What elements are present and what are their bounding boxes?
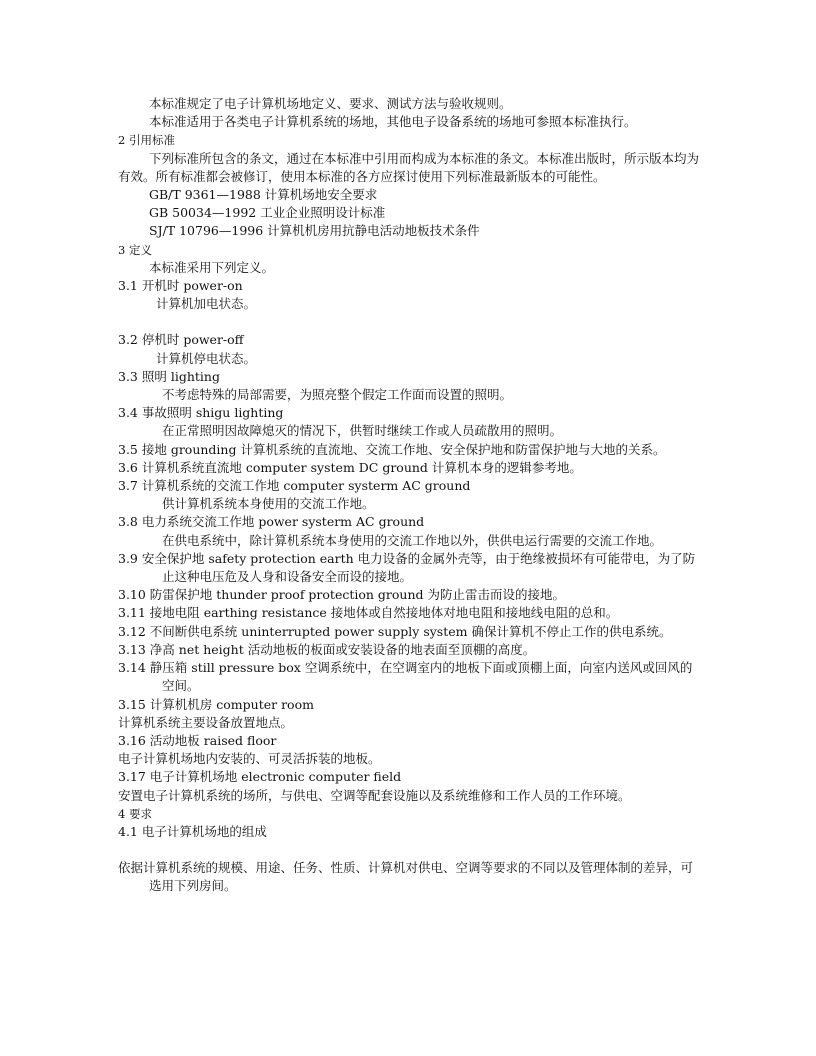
reference-item: SJ/T 10796—1996 计算机机房用抗静电活动地板技术条件 [149, 223, 480, 239]
definition-entry: 3.9 安全保护地 safety protection earth 电力设备的金属外壳等，由于绝缘被损坏有可能带电，为了防止这种电压危及人身和设备安全而设的接地。 [118, 550, 696, 585]
composition-paragraph: 依据计算机系统的规模、用途、任务、性质、计算机对供电、空调等要求的不同以及管理体制的差异，可选用下列房间。 [118, 860, 694, 894]
references-paragraph: 下列标准所包含的条文，通过在本标准中引用而构成为本标准的条文。本标准出版时，所示版本均为有效。所有标准都会被修订，使用本标准的各方应探讨使用下列标准最新版本的可能性。 [118, 150, 700, 184]
definition-text: 计算机系统主要设备放置地点。 [118, 714, 294, 730]
definition-term: 3.2 停机时 power-off [118, 332, 244, 348]
definition-text: 计算机加电状态。 [156, 296, 257, 312]
definition-term: 3.16 活动地板 raised floor [118, 732, 277, 748]
definition-entry: 3.10 防雷保护地 thunder proof protection ground 为防止雷击而设的接地。 [118, 587, 566, 603]
definition-text: 在供电系统中，除计算机系统本身使用的交流工作地以外，供供电运行需要的交流工作地。 [162, 532, 663, 548]
definition-entry: 3.12 不间断供电系统 uninterrupted power supply system 确保计算机不停止工作的供电系统。 [118, 623, 672, 639]
definition-text: 电子计算机场地内安装的、可灵活拆装的地板。 [118, 751, 381, 767]
blank-line [118, 313, 700, 331]
scope-paragraph: 本标准规定了电子计算机场地定义、要求、测试方法与验收规则。 [149, 96, 512, 111]
definition-term: 3.15 计算机机房 computer room [118, 696, 314, 712]
definitions-intro: 本标准采用下列定义。 [149, 259, 275, 275]
section-heading-requirements: 4 要求 [118, 806, 152, 821]
definition-text: 在正常照明因故障熄灭的情况下，供暂时继续工作或人员疏散用的照明。 [162, 423, 563, 439]
definition-entry: 3.14 静压箱 still pressure box 空调系统中，在空调室内的地板下面或顶棚上面，向室内送风或回风的空间。 [118, 660, 693, 694]
blank-line [118, 841, 700, 859]
subsection-heading: 4.1 电子计算机场地的组成 [118, 823, 267, 839]
document-body [118, 95, 700, 896]
definition-term: 3.7 计算机系统的交流工作地 computer systerm AC ground [118, 478, 471, 494]
definition-text: 不考虑特殊的局部需要，为照亮整个假定工作面而设置的照明。 [162, 387, 513, 403]
definition-entry: 3.13 净高 net height 活动地板的板面或安装设备的地表面至顶棚的高度。 [118, 641, 536, 657]
definition-term: 3.8 电力系统交流工作地 power systerm AC ground [118, 514, 425, 530]
section-heading-definitions: 3 定义 [118, 242, 152, 257]
definition-term: 3.17 电子计算机场地 electronic computer field [118, 769, 402, 785]
definition-text: 安置电子计算机系统的场所，与供电、空调等配套设施以及系统维修和工作人员的工作环境。 [118, 787, 631, 803]
section-heading-references: 2 引用标准 [118, 133, 175, 148]
definition-term: 3.1 开机时 power-on [118, 278, 243, 294]
definition-entry: 3.5 接地 grounding 计算机系统的直流地、交流工作地、安全保护地和防雷保护地与大地的关系。 [118, 441, 666, 457]
applicability-paragraph: 本标准适用于各类电子计算机系统的场地，其他电子设备系统的场地可参照本标准执行。 [149, 114, 637, 130]
definition-entry: 3.11 接地电阻 earthing resistance 接地体或自然接地体对地电阻和接地线电阻的总和。 [118, 605, 619, 621]
definition-term: 3.4 事故照明 shigu lighting [118, 405, 284, 421]
definition-text: 计算机停电状态。 [156, 350, 257, 366]
reference-item: GB 50034—1992 工业企业照明设计标准 [149, 205, 386, 221]
definition-term: 3.3 照明 lighting [118, 368, 220, 384]
definition-text: 供计算机系统本身使用的交流工作地。 [162, 496, 375, 512]
definition-entry: 3.6 计算机系统直流地 computer system DC ground 计算机本身的逻辑参考地。 [118, 459, 582, 475]
reference-item: GB/T 9361—1988 计算机场地安全要求 [149, 187, 378, 203]
